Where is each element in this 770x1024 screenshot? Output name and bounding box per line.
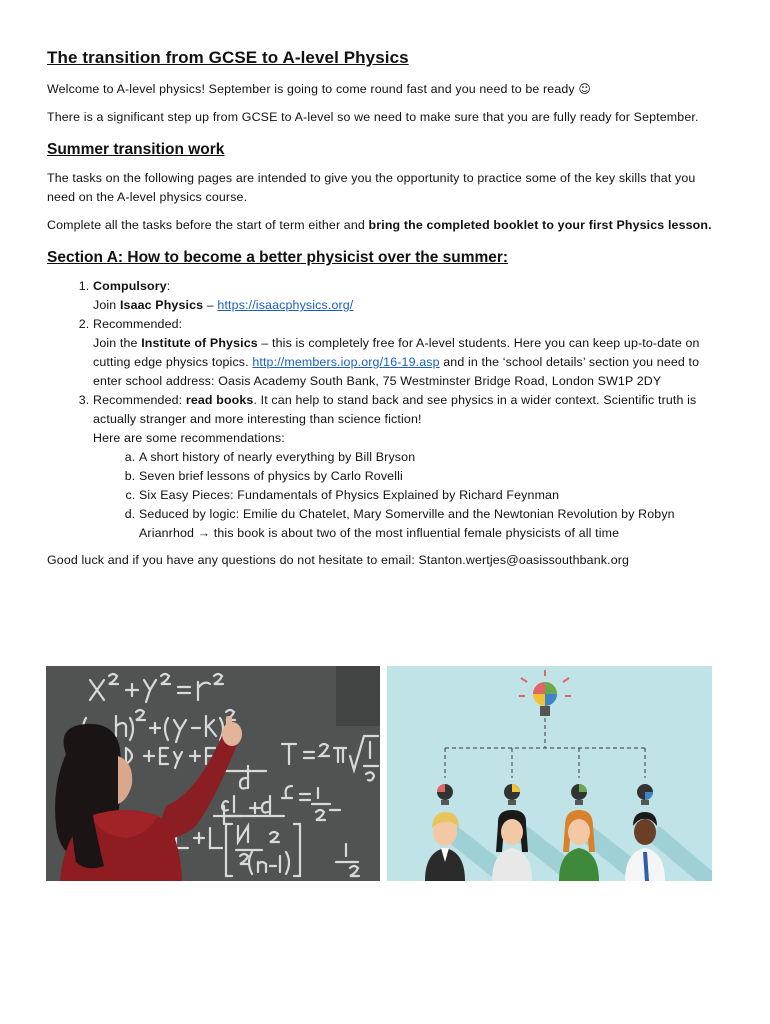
welcome-paragraph	[47, 80, 727, 99]
team-illustration	[387, 666, 712, 881]
books-text-1: . It can help to stand back and see physics in a wider context. Scientific truth is actually stranger and more interesting than science fiction!	[93, 393, 697, 426]
book-item: d. Seduced by logic: Emilie du Chatelet, Mary Somerville and the Newtonian Revolution by Robyn Arianrhod → this book is about two of the most influential female physicists of all time	[139, 505, 727, 543]
smiley-icon: ☺	[578, 82, 592, 96]
summer-para2-bold: bring the completed booklet to your first Physics lesson.	[368, 218, 712, 232]
isaac-dash: –	[203, 298, 218, 312]
step-up-paragraph: There is a significant step up from GCSE to A-level so we need to make sure that you are fully ready for September.	[47, 110, 699, 124]
list-item-books	[93, 391, 727, 543]
iop-name: Institute of Physics	[141, 336, 258, 350]
summer-paragraph-2	[47, 216, 727, 235]
isaac-physics-name: Isaac Physics	[119, 298, 204, 312]
iop-text-2: and in the ‘school details’ section you need to enter school address: Oasis Academy South Bank, 75 Westminster Bridge Road, London SW1P 2DY	[93, 355, 700, 388]
book-item: a. A short history of nearly everything by Bill Bryson	[139, 448, 727, 467]
compulsory-colon: :	[166, 279, 171, 293]
book-item: c. Six Easy Pieces: Fundamentals of Physics Explained by Richard Feynman	[139, 486, 727, 505]
iop-link[interactable]: http://members.iop.org/16-19.asp	[252, 355, 440, 369]
summer-para2-text: Complete all the tasks before the start of term either and	[47, 218, 369, 232]
iop-join-text: Join the	[93, 336, 142, 350]
book-list	[93, 448, 727, 543]
isaac-physics-link[interactable]: https://isaacphysics.org/	[217, 298, 354, 312]
document-page	[47, 38, 727, 579]
team-ideas-illustration	[387, 666, 712, 881]
welcome-text: Welcome to A-level physics! September is going to come round fast and you need to be ready	[47, 82, 575, 96]
book-item: b. Seven brief lessons of physics by Carlo Rovelli	[139, 467, 727, 486]
chalkboard-photo	[46, 666, 380, 881]
read-books-bold: read books	[185, 393, 254, 407]
isaac-join-text: Join	[93, 298, 120, 312]
iop-text-1: – this is completely free for A-level students. Here you can keep up-to-date on cutting edge physics topics.	[93, 336, 700, 369]
images-row	[46, 666, 712, 881]
list-item-compulsory	[93, 277, 727, 315]
books-recommended-label: Recommended:	[93, 393, 186, 407]
list-item-iop	[93, 315, 727, 391]
summer-heading: Summer transition work	[47, 141, 225, 158]
chalkboard-illustration	[46, 666, 380, 881]
books-text-2: Here are some recommendations:	[93, 431, 285, 445]
summer-paragraph-1: The tasks on the following pages are intended to give you the opportunity to practice some of the key skills that you need on the A-level physics course.	[47, 171, 696, 204]
iop-recommended-label: Recommended:	[93, 317, 183, 331]
section-a-list	[47, 277, 727, 543]
page-title: The transition from GCSE to A-level Physics	[47, 48, 409, 67]
closing-paragraph: Good luck and if you have any questions do not hesitate to email: Stanton.wertjes@oasissouthbank.org	[47, 553, 630, 567]
compulsory-label: Compulsory	[93, 279, 167, 293]
section-a-heading: Section A: How to become a better physicist over the summer:	[47, 249, 509, 266]
